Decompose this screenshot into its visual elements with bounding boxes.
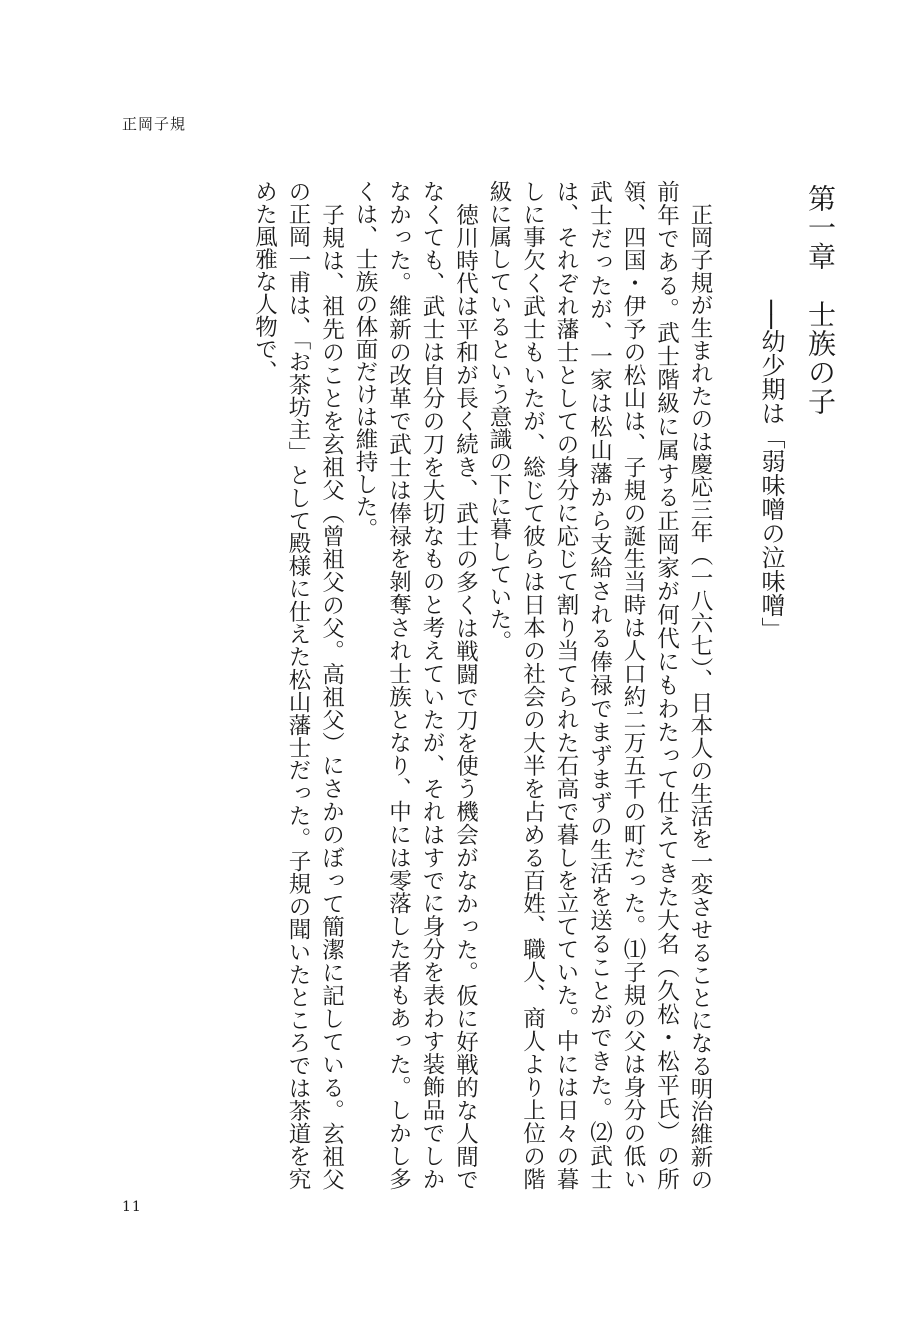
paragraph-3: 子規は、祖先のことを玄祖父（曾祖父の父。高祖父）にさかのぼって簡潔に記している。玄祖父の正岡一甫は、「お茶坊主」として殿様に仕えた松山藩士だった。子規の聞いたところでは茶道を究めた風雅な人物で、 [251, 180, 345, 1191]
chapter-title: 第一章 士族の子 [804, 184, 837, 416]
paragraph-2: 徳川時代は平和が長く続き、武士の多くは戦闘で刀を使う機会がなかった。仮に好戦的な人間でなくても、武士は自分の刀を大切なものと考えていたが、それはすでに身分を表わす装飾品でしかなかった。維新の改革で武士は俸禄を剝奪され士族となり、中には零落した者もあった。しかし多くは、士族の体面だけは維持した。 [352, 180, 479, 1191]
page-number: 11 [122, 1199, 142, 1215]
vertical-text-body [100, 180, 840, 1190]
paragraph-1: 正岡子規が生まれたのは慶応三年（一八六七）、日本人の生活を一変させることになる明治維新の前年である。武士階級に属する正岡家が何代にもわたって仕えてきた大名（久松・松平氏）の所領、四国・伊予の松山は、子規の誕生当時は人口約二万五千の町だった。⑴子規の父は身分の低い武士だったが、一家は松山藩から支給される俸禄でまずまずの生活を送ることができた。⑵武士は、それぞれ藩士としての身分に応じて割り当てられた石高で暮しを立てていた。中には日々の暮しに事欠く武士もいたが、総じて彼らは日本の社会の大半を占める百姓、職人、商人より上位の階級に属しているという意識の下に暮していた。 [486, 180, 713, 1191]
running-header: 正岡子規 [122, 115, 187, 133]
chapter-subtitle: ──幼少期は「弱味噌の泣味噌」 [757, 300, 785, 641]
